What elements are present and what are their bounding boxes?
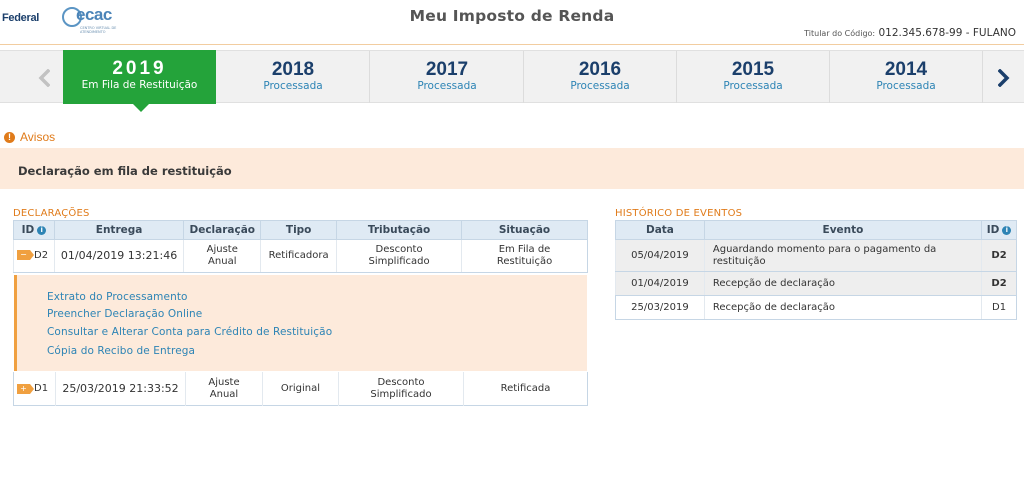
table-row xyxy=(616,240,1017,272)
info-icon[interactable]: i xyxy=(1002,226,1011,235)
column-header-declaracao: Declaração xyxy=(184,221,261,240)
year-tab-status: Processada xyxy=(876,80,936,92)
holder-value: 012.345.678-99 - FULANO xyxy=(878,27,1016,39)
table-row xyxy=(616,272,1017,296)
year-tab-status: Processada xyxy=(570,80,630,92)
year-tab-2017[interactable] xyxy=(371,51,524,103)
historico-title: HISTÓRICO DE EVENTOS xyxy=(615,208,743,219)
column-header-evento: Evento xyxy=(704,221,981,240)
declaracao-cell: Ajuste Anual xyxy=(184,240,261,273)
year-tab-year: 2014 xyxy=(884,59,928,80)
chevron-left-icon xyxy=(38,69,50,87)
year-tab-2018[interactable] xyxy=(217,51,370,103)
avisos-heading xyxy=(4,130,55,144)
info-icon[interactable]: i xyxy=(37,226,46,235)
data-cell: 01/04/2019 xyxy=(616,272,705,296)
id-cell: D2 xyxy=(982,240,1017,272)
situacao-cell: Retificada xyxy=(463,372,587,406)
year-tab-year: 2019 xyxy=(112,58,167,79)
column-header-id: ID i xyxy=(14,221,55,240)
table-row xyxy=(616,296,1017,320)
id-cell: D2 xyxy=(982,272,1017,296)
entrega-cell: 01/04/2019 13:21:46 xyxy=(54,240,183,273)
tributacao-cell: Desconto Simplificado xyxy=(338,372,463,406)
year-tab-2016[interactable] xyxy=(524,51,677,103)
year-tab-status: Em Fila de Restituição xyxy=(81,79,198,91)
column-header-tipo: Tipo xyxy=(261,221,337,240)
evento-cell: Recepção de declaração xyxy=(704,296,981,320)
tipo-cell: Original xyxy=(262,372,338,406)
column-header-situacao: Situação xyxy=(462,221,588,240)
column-header-entrega: Entrega xyxy=(54,221,183,240)
row-id-cell[interactable]: + D1 xyxy=(14,372,55,406)
situacao-cell: Em Fila de Restituição xyxy=(462,240,588,273)
header xyxy=(0,0,1024,45)
active-tab-pointer xyxy=(132,103,150,112)
year-tab-status: Processada xyxy=(263,80,323,92)
collapse-icon[interactable]: − xyxy=(17,250,30,260)
year-tab-year: 2016 xyxy=(578,59,622,80)
tipo-cell: Retificadora xyxy=(261,240,337,273)
expand-icon[interactable]: + xyxy=(17,384,30,394)
previous-year-button[interactable] xyxy=(24,51,64,104)
account-holder xyxy=(804,27,1016,39)
holder-label: Titular do Código: xyxy=(804,29,876,38)
avisos-label: Avisos xyxy=(20,130,56,144)
historico-table xyxy=(615,220,1017,320)
notice-message: Declaração em fila de restituição xyxy=(18,164,232,178)
brand-federal: Federal xyxy=(2,12,40,24)
year-tab-status: Processada xyxy=(417,80,477,92)
link-consultar-conta[interactable]: Consultar e Alterar Conta para Crédito de Restituição xyxy=(47,326,333,338)
column-header-tributacao: Tributação xyxy=(337,221,462,240)
year-tab-status: Processada xyxy=(723,80,783,92)
year-tab-2015[interactable] xyxy=(677,51,830,103)
year-tab-year: 2017 xyxy=(425,59,469,80)
ecac-logo-text: ecac xyxy=(76,5,112,24)
year-tab-2019[interactable] xyxy=(63,50,216,104)
chevron-right-icon xyxy=(998,69,1010,87)
data-cell: 25/03/2019 xyxy=(616,296,705,320)
tributacao-cell: Desconto Simplificado xyxy=(337,240,462,273)
link-preencher-declaracao[interactable]: Preencher Declaração Online xyxy=(47,308,203,320)
data-cell: 05/04/2019 xyxy=(616,240,705,272)
warning-icon: ! xyxy=(4,132,15,143)
next-year-button[interactable] xyxy=(984,51,1024,104)
table-row[interactable] xyxy=(13,372,588,406)
table-row[interactable] xyxy=(14,240,588,273)
link-extrato-processamento[interactable]: Extrato do Processamento xyxy=(47,291,188,303)
evento-cell: Recepção de declaração xyxy=(704,272,981,296)
year-navigation xyxy=(0,50,1024,103)
year-tab-2014[interactable] xyxy=(830,51,983,103)
declaracoes-title: DECLARAÇÕES xyxy=(13,208,90,219)
row-id-cell[interactable]: − D2 xyxy=(14,240,55,273)
year-tab-year: 2018 xyxy=(271,59,315,80)
column-header-data: Data xyxy=(616,221,705,240)
ecac-logo-subtext: CENTRO VIRTUAL DE ATENDIMENTO xyxy=(80,26,117,34)
page-title: Meu Imposto de Renda xyxy=(409,7,615,25)
id-cell: D1 xyxy=(982,296,1017,320)
evento-cell: Aguardando momento para o pagamento da restituição xyxy=(704,240,981,272)
year-tab-year: 2015 xyxy=(731,59,775,80)
link-copia-recibo[interactable]: Cópia do Recibo de Entrega xyxy=(47,345,196,357)
entrega-cell: 25/03/2019 21:33:52 xyxy=(55,372,185,406)
declaracoes-table xyxy=(13,220,588,273)
declaration-actions-panel xyxy=(14,275,587,371)
declaracao-cell: Ajuste Anual xyxy=(185,372,262,406)
column-header-id: ID i xyxy=(982,221,1017,240)
notice-banner xyxy=(0,148,1024,189)
